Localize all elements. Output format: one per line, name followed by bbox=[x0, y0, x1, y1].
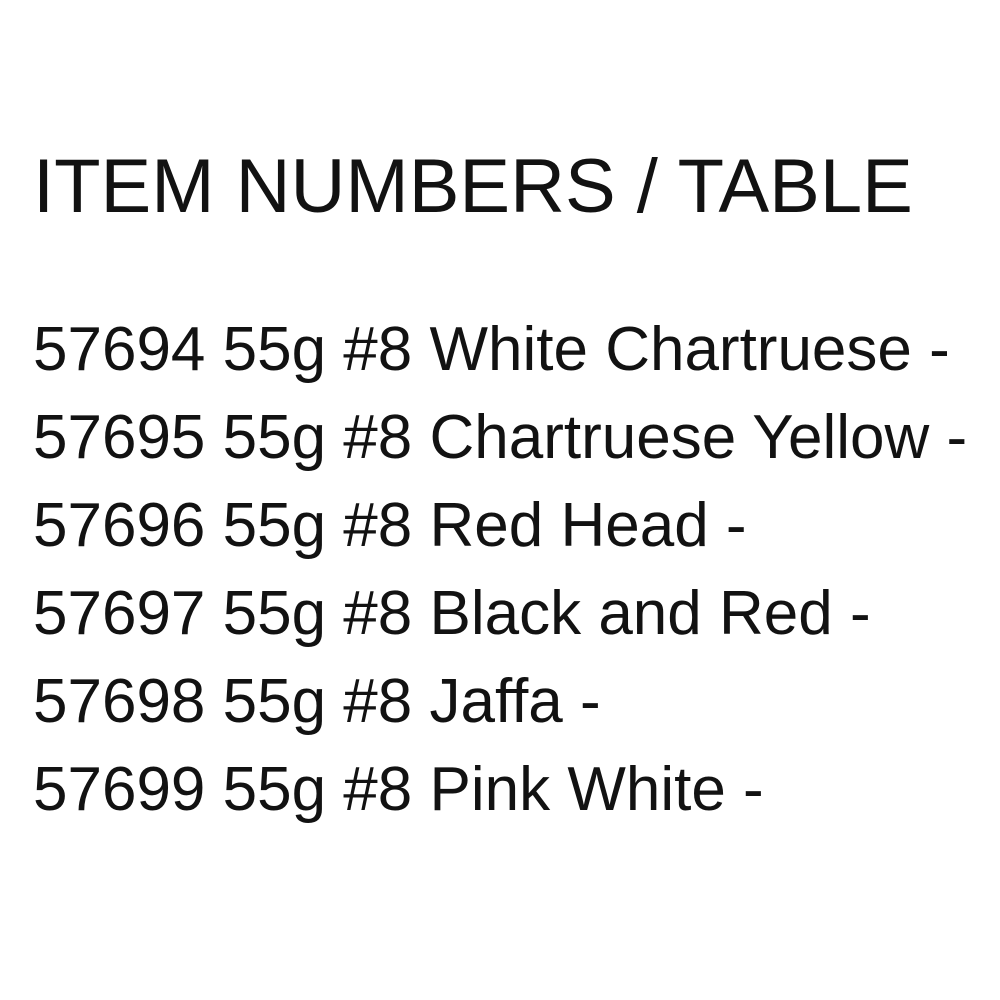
content-area bbox=[33, 0, 1000, 834]
item-line: 57696 55g #8 Red Head - bbox=[33, 491, 747, 560]
item-line: 57698 55g #8 Jaffa - bbox=[33, 667, 601, 736]
item-list bbox=[33, 306, 1000, 834]
item-line: 57697 55g #8 Black and Red - bbox=[33, 579, 871, 648]
page-title: ITEM NUMBERS / TABLE bbox=[33, 144, 913, 229]
item-line: 57699 55g #8 Pink White - bbox=[33, 755, 764, 824]
item-line: 57695 55g #8 Chartruese Yellow - bbox=[33, 403, 968, 472]
item-line: 57694 55g #8 White Chartruese - bbox=[33, 315, 950, 384]
